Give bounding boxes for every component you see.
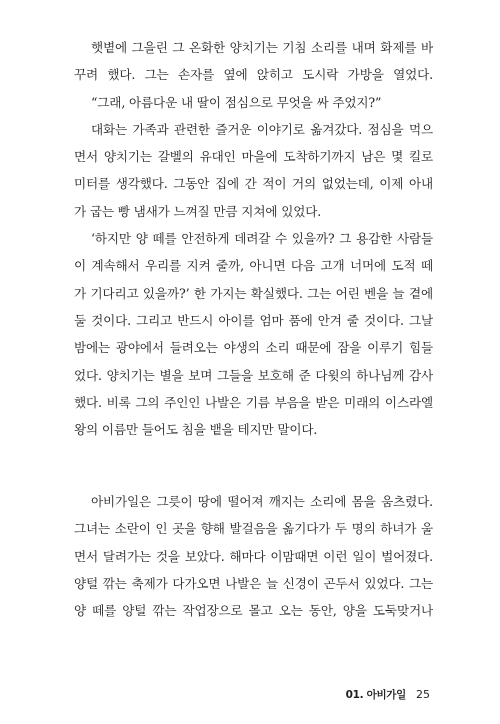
text-line: 면서 달려가는 것을 보았다. 해마다 이맘때면 이런 일이 벌어졌다.	[74, 548, 433, 564]
text-line: 왕의 이름만 들어도 침을 뱉을 테지만 말이다.	[74, 422, 318, 438]
text-line: 가 굽는 빵 냄새가 느껴질 만큼 지쳐에 있었다.	[74, 203, 322, 219]
paragraph-group-1	[74, 34, 433, 443]
text-line: 그녀는 소란이 인 곳을 향해 발걸음을 옮기다가 두 명의 하녀가 울	[74, 521, 433, 537]
text-line: 미터를 생각했다. 그동안 집에 간 적이 거의 없었는데, 이제 아내	[74, 176, 433, 192]
text-line: 대화는 가족과 관련한 즐거운 이야기로 옮겨갔다. 점심을 먹으	[91, 121, 433, 137]
text-line: 이 계속해서 우리를 지켜 줄까, 아니면 다음 고개 너머에 도적 떼	[74, 258, 433, 274]
text-line: 양 떼를 양털 깎는 작업장으로 몰고 오는 동안, 양을 도둑맞거나	[74, 603, 433, 619]
page-number: 25	[416, 688, 430, 701]
text-line: 햇볕에 그을린 그 온화한 양치기는 기침 소리를 내며 화제를 바	[91, 40, 433, 55]
text-line: 했다. 비록 그의 주인인 나발은 기름 부음을 받은 미래의 이스라엘	[74, 394, 433, 410]
text-line: “그래, 아름다운 내 딸이 점심으로 무엇을 싸 주었지?”	[91, 94, 382, 110]
paragraph-group-2	[74, 488, 433, 624]
text-line: 꾸려 했다. 그는 손자를 옆에 앉히고 도시락 가방을 열었다.	[74, 67, 433, 83]
text-line: 가 기다리고 있을까?’ 한 가지는 확실했다. 그는 어린 벤을 늘 곁에	[74, 285, 433, 301]
text-line: 면서 양치기는 갈벨의 유대인 마을에 도착하기까지 남은 몇 킬로	[74, 149, 433, 165]
text-line: 양털 깎는 축제가 다가오면 나발은 늘 신경이 곤두서 있었다. 그는	[74, 575, 433, 591]
chapter-title: 01. 아비가일	[345, 689, 406, 701]
text-line: 아비가일은 그릇이 땅에 떨어져 깨지는 소리에 몸을 움츠렸다.	[91, 494, 433, 509]
text-line: 었다. 양치기는 별을 보며 그들을 보호해 준 다윗의 하나님께 감사	[74, 367, 433, 383]
page-footer	[346, 687, 430, 702]
text-line: 밤에는 광야에서 들려오는 야생의 소리 때문에 잠을 이루기 힘들	[74, 340, 433, 356]
text-line: ‘하지만 양 떼를 안전하게 데려갈 수 있을까? 그 용감한 사람들	[91, 231, 433, 247]
text-line: 둘 것이다. 그리고 반드시 아이를 엄마 품에 안겨 줄 것이다. 그날	[74, 312, 433, 328]
